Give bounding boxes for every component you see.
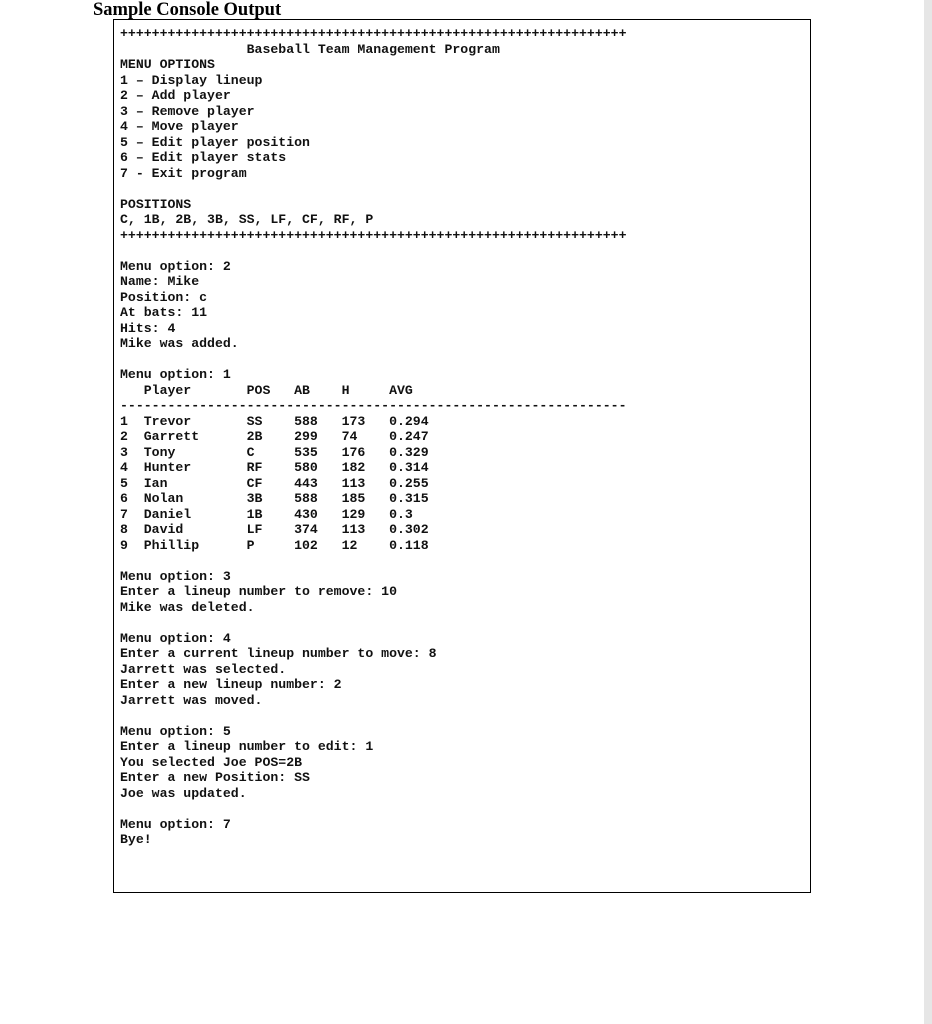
console-line: Enter a current lineup number to move: 8 bbox=[120, 646, 437, 661]
vertical-scrollbar[interactable] bbox=[924, 0, 932, 1024]
console-line: Player POS AB H AVG bbox=[120, 382, 413, 398]
console-line: 5 – Edit player position bbox=[120, 134, 310, 150]
console-line: Enter a lineup number to remove: 10 bbox=[120, 584, 397, 599]
console-line: 1 Trevor SS 588 173 0.294 bbox=[120, 413, 429, 429]
console-line: Menu option: 5 bbox=[120, 723, 231, 739]
console-output-box bbox=[113, 19, 811, 893]
console-line: ---------------------------------------------------------------- bbox=[120, 398, 627, 413]
console-line: Bye! bbox=[120, 832, 152, 847]
console-line bbox=[120, 553, 810, 569]
console-line: 2 Garrett 2B 299 74 0.247 bbox=[120, 429, 429, 444]
console-line bbox=[120, 801, 810, 817]
console-line: 6 Nolan 3B 588 185 0.315 bbox=[120, 491, 429, 506]
console-line: 8 David LF 374 113 0.302 bbox=[120, 522, 429, 537]
console-line: MENU OPTIONS bbox=[120, 57, 215, 72]
console-line: Jarrett was moved. bbox=[120, 692, 263, 708]
console-line: Baseball Team Management Program bbox=[120, 41, 500, 57]
console-line: 5 Ian CF 443 113 0.255 bbox=[120, 475, 429, 491]
console-line: Menu option: 3 bbox=[120, 568, 231, 584]
console-line: ++++++++++++++++++++++++++++++++++++++++++++++++++++++++++++++++ bbox=[120, 227, 627, 243]
console-line bbox=[120, 708, 810, 724]
console-line: Mike was deleted. bbox=[120, 599, 255, 615]
console-line: 6 – Edit player stats bbox=[120, 150, 287, 165]
console-line: 4 – Move player bbox=[120, 119, 239, 134]
console-line bbox=[120, 352, 810, 368]
console-line: Menu option: 4 bbox=[120, 630, 231, 646]
console-line: POSITIONS bbox=[120, 196, 192, 212]
console-line: Name: Mike bbox=[120, 274, 200, 289]
console-line: 3 Tony C 535 176 0.329 bbox=[120, 444, 429, 460]
console-line: C, 1B, 2B, 3B, SS, LF, CF, RF, P bbox=[120, 212, 374, 227]
console-line: Position: c bbox=[120, 289, 208, 305]
console-line: 1 – Display lineup bbox=[120, 72, 263, 88]
console-line: Jarrett was selected. bbox=[120, 661, 287, 677]
console-line: 7 - Exit program bbox=[120, 165, 247, 181]
console-line: Menu option: 7 bbox=[120, 816, 231, 832]
page-heading: Sample Console Output bbox=[93, 0, 282, 20]
console-line bbox=[120, 615, 810, 631]
console-line: Menu option: 1 bbox=[120, 367, 231, 382]
console-line: Enter a new lineup number: 2 bbox=[120, 677, 342, 692]
console-line: 7 Daniel 1B 430 129 0.3 bbox=[120, 506, 413, 522]
console-line: Mike was added. bbox=[120, 336, 239, 351]
console-line: At bats: 11 bbox=[120, 305, 208, 320]
console-line: Joe was updated. bbox=[120, 785, 247, 801]
console-line: Enter a new Position: SS bbox=[120, 770, 310, 785]
console-line: Enter a lineup number to edit: 1 bbox=[120, 739, 374, 754]
console-line: Hits: 4 bbox=[120, 320, 176, 336]
console-line bbox=[120, 243, 810, 259]
console-line: ++++++++++++++++++++++++++++++++++++++++++++++++++++++++++++++++ bbox=[120, 26, 627, 41]
console-line: 3 – Remove player bbox=[120, 103, 255, 119]
console-line: 4 Hunter RF 580 182 0.314 bbox=[120, 460, 429, 475]
console-line: Menu option: 2 bbox=[120, 258, 231, 274]
console-line bbox=[120, 181, 810, 197]
console-line: 2 – Add player bbox=[120, 88, 231, 103]
console-line: 9 Phillip P 102 12 0.118 bbox=[120, 537, 429, 553]
console-line: You selected Joe POS=2B bbox=[120, 754, 303, 770]
